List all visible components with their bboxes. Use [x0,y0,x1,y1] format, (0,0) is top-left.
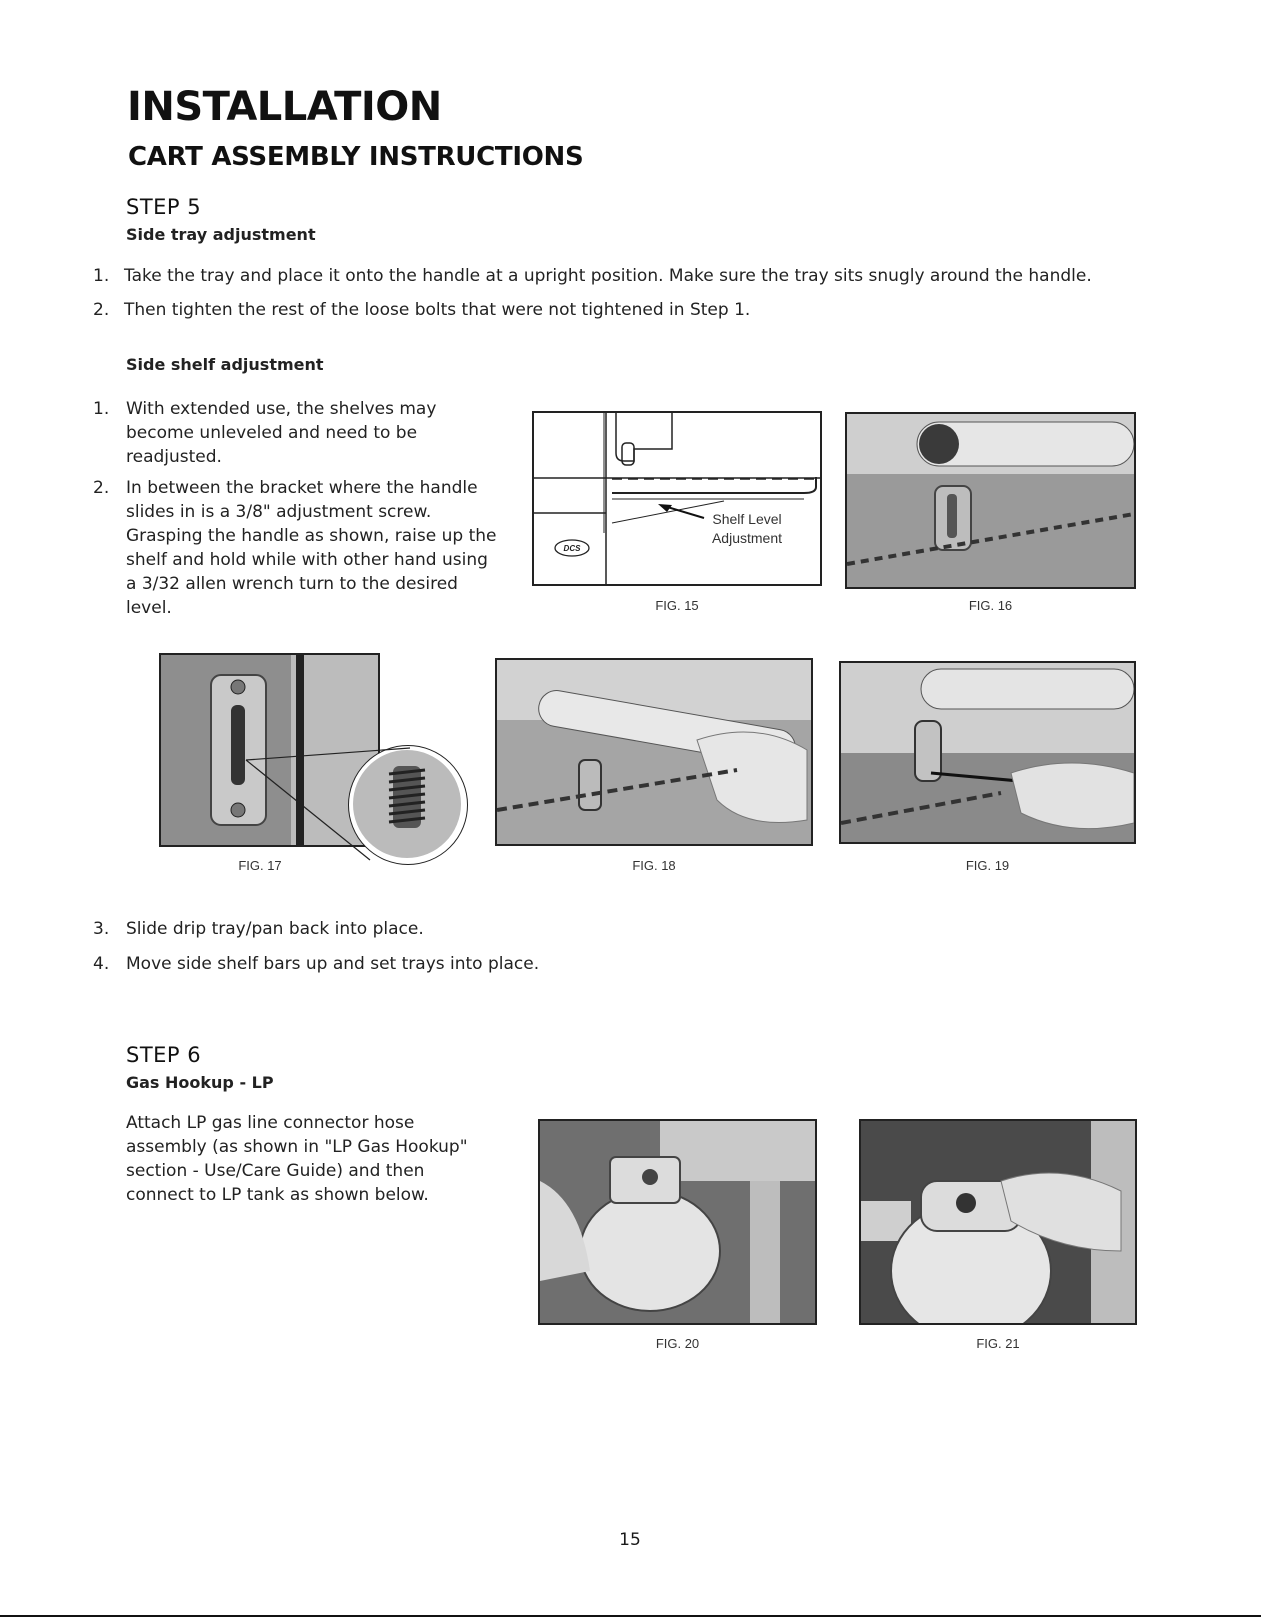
step6-paragraph [126,1111,526,1207]
list-item [93,952,793,976]
page-number: 15 [619,1530,641,1550]
fig18-caption: FIG. 18 [632,858,676,873]
shelf-level-diagram [534,413,820,584]
fig15-caption: FIG. 15 [655,598,699,613]
list-text-line: shelf and hold while with other hand using [126,550,488,570]
paragraph-line: assembly (as shown in "LP Gas Hookup" [126,1137,468,1157]
list-number: 1. [93,266,110,286]
list-text-line: With extended use, the shelves may [126,399,437,419]
list-text-line: Grasping the handle as shown, raise up the [126,526,497,546]
list-number: 3. [93,919,110,939]
list-text-line: level. [126,598,172,618]
side-shelf-subheading: Side shelf adjustment [126,355,324,374]
fig20-caption: FIG. 20 [655,1336,700,1351]
fig19-photo [839,661,1136,844]
list-item [93,298,1233,322]
list-number: 1. [93,399,110,419]
list-number: 2. [93,300,110,320]
list-text-line: In between the bracket where the handle [126,478,478,498]
list-text: Then tighten the rest of the loose bolts that were not tightened in Step 1. [124,300,751,320]
fig18-photo [495,658,813,846]
fig15-diagram [532,411,822,586]
list-text: Take the tray and place it onto the handle at a upright position. Make sure the tray sits snugly around the handle. [124,266,1092,286]
list-text: Slide drip tray/pan back into place. [126,919,424,939]
fig16-photo [845,412,1136,589]
fig20-photo [538,1119,817,1325]
fig17-callout-lines [240,700,420,870]
list-number: 2. [93,478,110,498]
list-text-line: readjusted. [126,447,222,467]
list-text-line: slides in is a 3/8" adjustment screw. [126,502,432,522]
dcs-logo-text: DCS [563,544,581,553]
bottom-rule [0,1615,1261,1617]
paragraph-line: Attach LP gas line connector hose [126,1113,415,1133]
gas-hookup-subheading: Gas Hookup - LP [126,1073,274,1092]
page-title: INSTALLATION [127,84,442,130]
side-tray-subheading: Side tray adjustment [126,225,316,244]
fig17-caption: FIG. 17 [238,858,282,873]
list-item [93,476,513,620]
step5-heading: STEP 5 [126,195,202,219]
fig21-photo [859,1119,1137,1325]
list-number: 4. [93,954,110,974]
adjustment-label: Adjustment [711,530,783,546]
page-subtitle: CART ASSEMBLY INSTRUCTIONS [128,142,584,172]
shelf-level-label: Shelf Level [712,511,782,527]
fig19-caption: FIG. 19 [965,858,1010,873]
list-item [93,397,513,469]
paragraph-line: connect to LP tank as shown below. [126,1185,429,1205]
fig21-caption: FIG. 21 [976,1336,1020,1351]
step6-heading: STEP 6 [126,1043,202,1067]
list-item [93,264,1233,288]
list-text: Move side shelf bars up and set trays into place. [126,954,540,974]
paragraph-line: section - Use/Care Guide) and then [126,1161,425,1181]
list-item [93,917,793,941]
fig16-caption: FIG. 16 [968,598,1013,613]
list-text-line: become unleveled and need to be [126,423,418,443]
list-text-line: a 3/32 allen wrench turn to the desired [126,574,458,594]
